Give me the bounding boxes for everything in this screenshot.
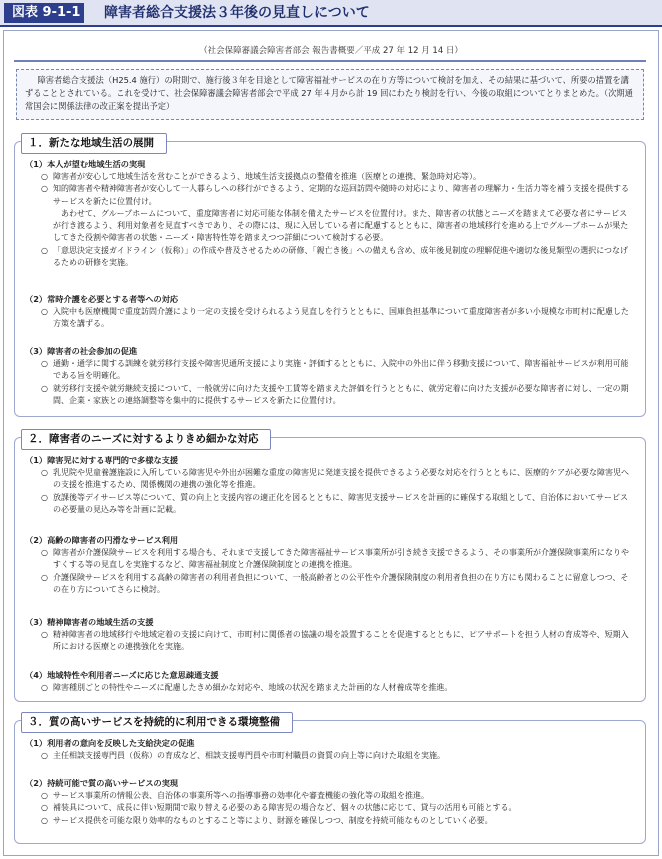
list-item: ○ 補装具について、成長に伴い短期間で取り替える必要のある障害児の場合など、個々の状態に応じて、貸与の活用も可能とする。: [25, 802, 635, 814]
list-item: ○ 精神障害者の地域移行や地域定着の支援に向けて、市町村に関係者の協議の場を設置することを促進するとともに、ピアサポートを担う人材の育成等や、短期入所における医療との連携強化を実施。: [41, 630, 629, 652]
list-item: ○ 就労移行支援や就労継続支援について、一般就労に向けた支援や工賃等を踏まえた評価を行うとともに、就労定着に向けた支援が必要な障害者に対し、一定の期間、企業・家族との連絡調整等を集中的に提供するサービスを新たに位置付け。: [41, 383, 629, 405]
circle-bullet-icon: ○: [41, 683, 48, 692]
list-item: ○ 入院中も医療機関で重度訪問介護により一定の支援を受けられるよう見直しを行うとともに、国庫負担基準について重度障害者が多い小規模な市町村に配慮した方策を講ずる。: [41, 307, 629, 329]
subsection-title: （2）高齢の障害者の円滑なサービス利用: [25, 535, 179, 545]
circle-bullet-icon: ○: [41, 803, 48, 813]
circle-bullet-icon: ○: [41, 572, 48, 582]
circle-bullet-icon: ○: [41, 751, 48, 760]
circle-bullet-icon: ○: [41, 548, 48, 557]
list-item-continuation: あわせて、グループホームについて、重度障害者に対応可能な体制を備えたサービスを位置付け。また、障害者の状態とニーズを踏まえて必要な者にサービスが行き渡るよう、利用対象者を見直すべきであり、その際には、現に入居している者に配慮するとともに、障害者の地域移行を進める上でグループホームが果たしてきた役割や障害者の状態・ニーズ・障害特性等を踏まえつつ詳細について検討する必要。: [53, 208, 629, 243]
subsection-title: （1）本人が望む地域生活の実現: [25, 159, 146, 169]
list-item: ○ 主任相談支援専門員（仮称）の育成など、相談支援専門員や市町村職員の資質の向上等に向けた取組を実施。: [25, 750, 635, 762]
circle-bullet-icon: ○: [41, 791, 48, 800]
figure-title: 障害者総合支援法３年後の見直しについて: [104, 5, 370, 21]
list-item: ○ サービス提供を可能な限り効率的なものとすること等により、財源を確保しつつ、制度を持続可能なものとしていく必要。: [25, 815, 635, 827]
circle-bullet-icon: ○: [41, 630, 48, 639]
list-item: ○ 「意思決定支援ガイドライン（仮称）」の作成や普及させるための研修、「親亡き後」への備えも含め、成年後見制度の理解促進や適切な後見類型の選択につなげるための研修を実施。: [41, 245, 629, 268]
list-item: ○ 障害者が安心して地域生活を営むことができるよう、地域生活支援拠点の整備を推進（医療との連携、緊急時対応等）。: [25, 171, 635, 183]
subsection: [25, 345, 635, 407]
list-item: ○ サービス事業所の情報公表、自治体の事業所等への指導事務の効率化や審査機能の強化等の取組を推進。: [25, 790, 635, 802]
circle-bullet-icon: ○: [41, 359, 48, 368]
list-item: ○ 介護保険サービスを利用する高齢の障害者の利用者負担について、一般高齢者との公平性や介護保険制度の利用者負担の在り方にも関わることに留意しつつ、その在り方についてさらに検討。: [41, 572, 629, 594]
section-heading: ３．質の高いサービスを持続的に利用できる環境整備: [21, 712, 293, 733]
circle-bullet-icon: ○: [41, 468, 48, 477]
subsection-title: （4）地域特性や利用者ニーズに応じた意思疎通支援: [25, 670, 219, 680]
title-bar: [0, 0, 662, 27]
list-item: ○ 障害者が介護保険サービスを利用する場合も、それまで支援してきた障害福祉サービス事業所が引き続き支援できるよう、その事業所が介護保険事業所になりやすくする等の見直しを実施するなど、障害福祉制度と介護保険制度との連携を推進。: [41, 548, 629, 570]
section-1: [14, 137, 646, 417]
subsection: [25, 777, 635, 827]
figure-label: 図表 9-1-1: [4, 3, 84, 23]
section-heading: ２．障害者のニーズに対するよりきめ細かな対応: [21, 429, 271, 450]
subsection: [25, 534, 635, 596]
list-item: ○ 知的障害者や精神障害者が安心して一人暮らしへの移行ができるよう、定期的な巡回訪問や随時の対応により、障害者の理解力・生活力等を補う支援を提供するサービスを新たに位置付け。: [41, 184, 629, 206]
subsection-title: （2）常時介護を必要とする者等への対応: [25, 294, 179, 304]
subsection: [25, 293, 635, 331]
list-item: ○ 通勤・通学に関する訓練を就労移行支援や障害児通所支援により実施・評価するとともに、入院中の外出に伴う移動支援について、障害福祉サービスが利用可能である旨を明確化。: [41, 359, 629, 381]
list-item: ○ 障害種別ごとの特性やニーズに配慮したきめ細かな対応や、地域の状況を踏まえた計画的な人材養成等を推進。: [25, 682, 635, 694]
circle-bullet-icon: ○: [41, 184, 48, 194]
list-item: ○ 乳児院や児童養護施設に入所している障害児や外出が困難な重度の障害児に発達支援を提供できるよう必要な対応を行うとともに、医療的ケアが必要な障害児への支援を推進するため、関係機関の連携の強化等を推進。: [41, 468, 629, 490]
subsection: [25, 737, 635, 762]
list-item: ○ 放課後等デイサービス等について、質の向上と支援内容の適正化を図るとともに、障害児支援サービスを計画的に確保する取組として、自治体においてサービスの必要量の見込み等を計画に記載。: [41, 492, 628, 514]
subsection: [25, 616, 635, 654]
subsection-title: （1）障害児に対する専門的で多様な支援: [25, 455, 179, 465]
divider: [14, 60, 646, 62]
circle-bullet-icon: ○: [41, 172, 48, 181]
intro-box: 障害者総合支援法（H25.4 施行）の附則で、施行後３年を目途として障害福祉サービスの在り方等について検討を加え、その結果に基づいて、所要の措置を講ずることとされている。これを受けて、社会保障審議会障害者部会で平成 27 年４月から計 19 回にわたり検討を行い、今後の取組についてとりまとめた。（次期通常国会に関係法律の改正案を提出予定）: [16, 69, 644, 120]
section-3: [14, 716, 646, 844]
circle-bullet-icon: ○: [41, 383, 48, 393]
subsection: [25, 454, 635, 516]
section-heading: １．新たな地域生活の展開: [21, 133, 167, 154]
subsection-title: （3）精神障害者の地域生活の支援: [25, 617, 154, 627]
subsection-title: （3）障害者の社会参加の促進: [25, 346, 138, 356]
source-note: （社会保障審議会障害者部会 報告書概要／平成 27 年 12 月 14 日）: [199, 46, 463, 56]
circle-bullet-icon: ○: [41, 307, 48, 316]
circle-bullet-icon: ○: [41, 245, 48, 255]
subsection: [25, 158, 635, 269]
circle-bullet-icon: ○: [41, 492, 48, 502]
subsection-title: （2）持続可能で質の高いサービスの実現: [25, 778, 179, 788]
circle-bullet-icon: ○: [41, 815, 48, 825]
section-2: [14, 433, 646, 702]
subsection: [25, 669, 635, 694]
subsection-title: （1）利用者の意向を反映した支給決定の促進: [25, 738, 195, 748]
